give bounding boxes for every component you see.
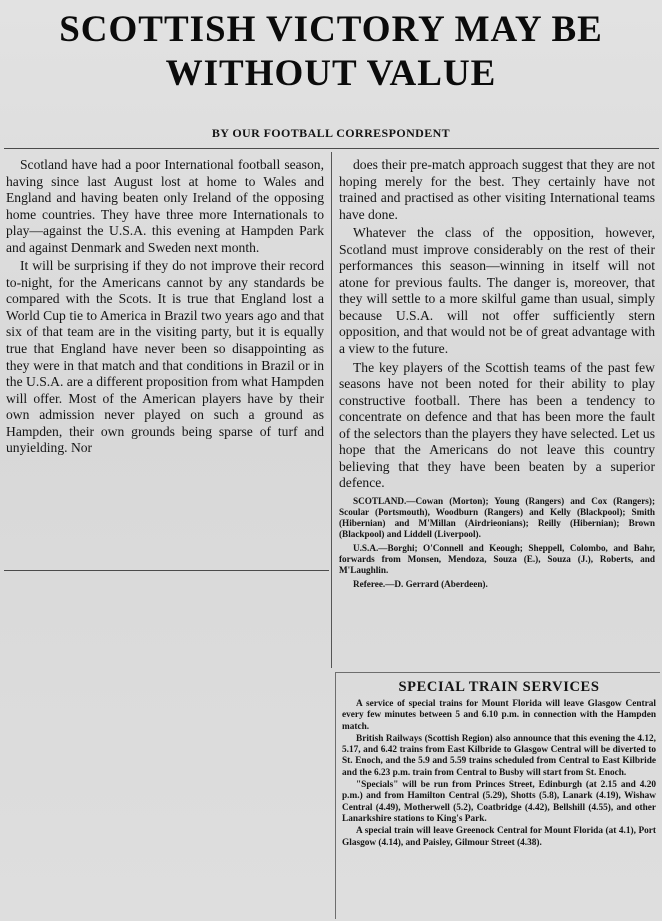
headline-line-2: WITHOUT VALUE [165,53,497,94]
referee-line: Referee.—D. Gerrard (Aberdeen). [353,578,488,589]
header-rule [4,148,659,149]
article-paragraph: Whatever the class of the opposition, however, Scotland must improve considerably on the rest of their performances this season—winning in itself will not atone for previous faults. The danger is, moreover, that they will settle to a more skilful game than usual, simply because U.S.A. will not offer sufficiently stern opposition, and that would not be of great advantage with a view to the future. [339,225,655,357]
scotland-team-list: SCOTLAND.—Cowan (Morton); Young (Rangers) and Cox (Rangers); Scoular (Portsmouth), Woodburn (Rangers) and Kelly (Blackpool); Smith (Hibernian) and M'Millan (Airdrieonians); Reilly (Hibernian); Brown (Blackpool) and Liddell (Liverpool). [339,495,655,539]
train-paragraph: A service of special trains for Mount Florida will leave Glasgow Central every few minutes between 5 and 6.10 p.m. in connection with the Hampden match. [342,699,656,732]
article-paragraph: It will be surprising if they do not improve their record to-night, for the Americans cannot by any standards be compared with the Scots. It is true that England lost a World Cup tie to America in Brazil two years ago and that six of that team are in the visiting party, but it is equally true that England have never been so disappointing as they were in that match and that conditions in Brazil or in the U.S.A. are a different proposition from what Hampden will offer. Most of the American players have by their own admission never played on such a ground as Hampden, their own grounds being sparse of turf and unyielding. Nor [6,258,324,456]
train-paragraph: British Railways (Scottish Region) also announce that this evening the 4.12, 5.17, and 6.42 trains from East Kilbride to Glasgow Central will be diverted to St. Enoch, and the 5.9 and 5.59 trains scheduled from Central to East Kilbride and the 6.23 p.m. train from Central to Busby will start from St. Enoch. [342,733,656,778]
train-services-box [335,672,660,919]
article-paragraph: Scotland have had a poor International football season, having since last August lost at home to Wales and England and having beaten only Ireland of the opposing home countries. They have three more Internationals to play—against the U.S.A. this evening at Hampden Park and against Denmark and Sweden next month. [6,157,324,255]
headline-line-1: SCOTTISH VICTORY MAY BE [59,9,603,50]
article-paragraph: The key players of the Scottish teams of the past few seasons have not been noted for their ability to play constructive football. There has been a tendency to concentrate on defence and that has been more the fault of the selectors than the players they have selected. Let us hope that the Americans do not leave this country believing that they have been beaten by a superior defence. [339,359,655,491]
left-column [6,157,324,457]
column-divider [331,152,332,668]
byline: BY OUR FOOTBALL CORRESPONDENT [211,126,451,140]
left-column-end-rule [4,570,329,571]
right-column [339,157,655,590]
train-services-title: SPECIAL TRAIN SERVICES [398,679,600,695]
train-paragraph: "Specials" will be run from Princes Street, Edinburgh (at 2.15 and 4.20 p.m.) and from Hamilton Central (5.29), Shotts (5.8), Lanark (4.19), Wishaw Central (4.49), Motherwell (5.2), Coatbridge (4.42), Bellshill (4.55), and other Lanarkshire stations to King's Park. [342,780,656,824]
article-paragraph: does their pre-match approach suggest that they are not hoping merely for the best. They certainly have not trained and practised as other visiting International teams have done. [339,157,655,222]
train-paragraph: A special train will leave Greenock Central for Mount Florida (at 4.1), Port Glasgow (4.14), and Paisley, Gilmour Street (4.38). [342,826,656,848]
usa-team-list: U.S.A.—Borghi; O'Connell and Keough; Sheppell, Colombo, and Bahr, forwards from Monsen, Mendoza, Souza (E.), Souza (J.), Roberts, and M'Laughlin. [339,542,655,575]
